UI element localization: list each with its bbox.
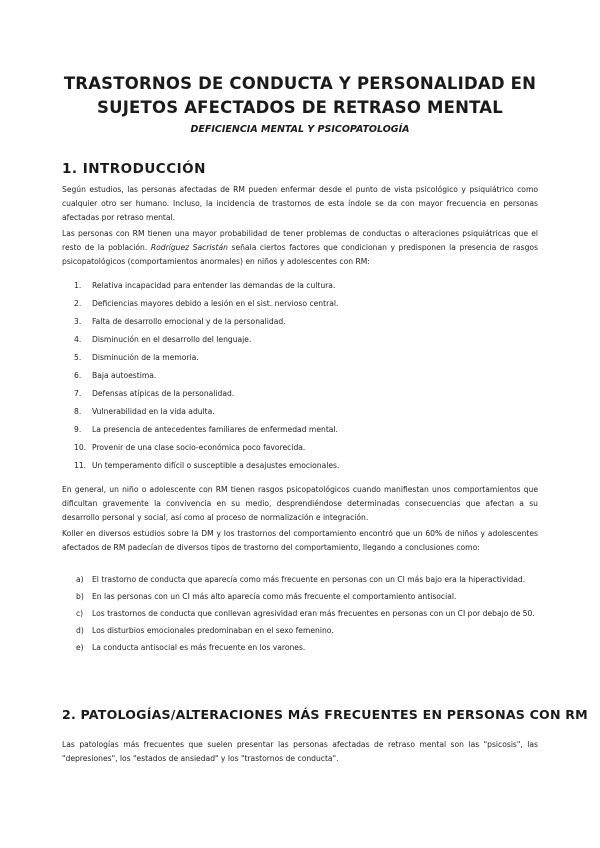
list-item-text: La conducta antisocial es más frecuente en los varones. bbox=[92, 643, 306, 652]
list-item-marker: 4. bbox=[74, 335, 82, 344]
list-item-text: Provenir de una clase socio-económica poco favorecida. bbox=[92, 443, 306, 452]
list-item-text: Disminución de la memoria. bbox=[92, 353, 199, 362]
factors-list bbox=[62, 279, 538, 477]
list-item-marker: 1. bbox=[74, 281, 82, 290]
title-line-2: SUJETOS AFECTADOS DE RETRASO MENTAL bbox=[97, 98, 503, 117]
list-item bbox=[62, 590, 538, 604]
list-item-text: Vulnerabilidad en la vida adulta. bbox=[92, 407, 215, 416]
list-item-text: Relativa incapacidad para entender las demandas de la cultura. bbox=[92, 281, 336, 290]
list-item-marker: 2. bbox=[74, 299, 82, 308]
list-item-marker: c) bbox=[76, 609, 84, 618]
para2-text-before: Las personas con RM tienen una mayor probabilidad de tener problemas de conductas o alteraciones psiquiátricas que el resto de la población. bbox=[62, 229, 538, 252]
list-item bbox=[62, 607, 538, 621]
document-subtitle: DEFICIENCIA MENTAL Y PSICOPATOLOGÍA bbox=[190, 124, 410, 135]
list-item-text: Baja autoestima. bbox=[92, 371, 157, 380]
list-item-text: La presencia de antecedentes familiares de enfermedad mental. bbox=[92, 425, 338, 434]
list-item-marker: d) bbox=[76, 626, 84, 635]
list-item bbox=[62, 333, 538, 351]
list-item-marker: b) bbox=[76, 592, 84, 601]
list-item-text: Disminución en el desarrollo del lenguaje. bbox=[92, 335, 252, 344]
list-item bbox=[62, 279, 538, 297]
list-item bbox=[62, 351, 538, 369]
section-2-paragraph-1: Las patologías más frecuentes que suelen presentar las personas afectadas de retraso mental son las "psicosis", las "depresiones", los "estados de ansiedad" y los "trastornos de conducta". bbox=[62, 740, 538, 763]
list-item-marker: 10. bbox=[74, 443, 87, 452]
list-item bbox=[62, 369, 538, 387]
intro-paragraph-2 bbox=[62, 227, 538, 269]
list-item-marker: 3. bbox=[74, 317, 82, 326]
list-item bbox=[62, 641, 538, 655]
list-item bbox=[62, 441, 538, 459]
list-item-text: En las personas con un CI más alto aparecía como más frecuente el comportamiento antisocial. bbox=[92, 592, 457, 601]
section-2-heading: 2. PATOLOGÍAS/ALTERACIONES MÁS FRECUENTES EN PERSONAS CON RM bbox=[62, 707, 588, 722]
list-item bbox=[62, 624, 538, 638]
section-1-heading: 1. INTRODUCCIÓN bbox=[62, 161, 206, 177]
list-item-text: Un temperamento difícil o susceptible a desajustes emocionales. bbox=[92, 461, 340, 470]
list-item bbox=[62, 459, 538, 477]
list-item bbox=[62, 315, 538, 333]
list-item-marker: a) bbox=[76, 575, 84, 584]
document-title bbox=[60, 72, 540, 120]
list-item bbox=[62, 297, 538, 315]
list-item-text: El trastorno de conducta que aparecía como más frecuente en personas con un CI más bajo era la hiperactividad. bbox=[92, 575, 526, 584]
list-item-text: Defensas atípicas de la personalidad. bbox=[92, 389, 235, 398]
list-item-text: Falta de desarrollo emocional y de la personalidad. bbox=[92, 317, 286, 326]
conclusions-list bbox=[62, 573, 538, 658]
list-item bbox=[62, 387, 538, 405]
list-item bbox=[62, 573, 538, 587]
list-item-text: Deficiencias mayores debido a lesión en el sist. nervioso central. bbox=[92, 299, 339, 308]
intro-paragraph-4: Koller en diversos estudios sobre la DM y los trastornos del comportamiento encontró que un 60% de niños y adolescentes afectados de RM padecían de diversos tipos de trastorno del comportamiento, llegando a conclusiones como: bbox=[62, 529, 538, 552]
list-item-marker: 6. bbox=[74, 371, 82, 380]
author-name: Rodríguez Sacristán bbox=[150, 243, 228, 252]
list-item-text: Los disturbios emocionales predominaban en el sexo femenino. bbox=[92, 626, 334, 635]
intro-paragraph-1: Según estudios, las personas afectadas de RM pueden enfermar desde el punto de vista psicológico y psiquiátrico como cualquier otro ser humano. Incluso, la incidencia de trastornos de esta índole se da con mayor frecuencia en personas afectadas por retraso mental. bbox=[62, 185, 538, 222]
list-item-marker: 9. bbox=[74, 425, 82, 434]
list-item-marker: 8. bbox=[74, 407, 82, 416]
intro-paragraph-3: En general, un niño o adolescente con RM tienen rasgos psicopatológicos cuando manifiestan unos comportamientos que dificultan gravemente la convivencia en su medio, desprendiéndose determinadas consecuencias que afectan a su desarrollo personal y social, así como al proceso de normalización e integración. bbox=[62, 485, 538, 522]
list-item-marker: 11. bbox=[74, 461, 87, 470]
list-item-text: Los trastornos de conducta que conllevan agresividad eran más frecuentes en personas con un CI por debajo de 50. bbox=[92, 609, 535, 618]
title-line-1: TRASTORNOS DE CONDUCTA Y PERSONALIDAD EN bbox=[63, 74, 537, 93]
list-item-marker: 7. bbox=[74, 389, 82, 398]
para2-text-after: señala ciertos factores que condicionan y predisponen la presencia de rasgos psicopatológicos (comportamientos anormales) en niños y adolescentes con RM: bbox=[62, 243, 538, 266]
list-item-marker: e) bbox=[76, 643, 84, 652]
list-item bbox=[62, 423, 538, 441]
list-item-marker: 5. bbox=[74, 353, 82, 362]
list-item bbox=[62, 405, 538, 423]
